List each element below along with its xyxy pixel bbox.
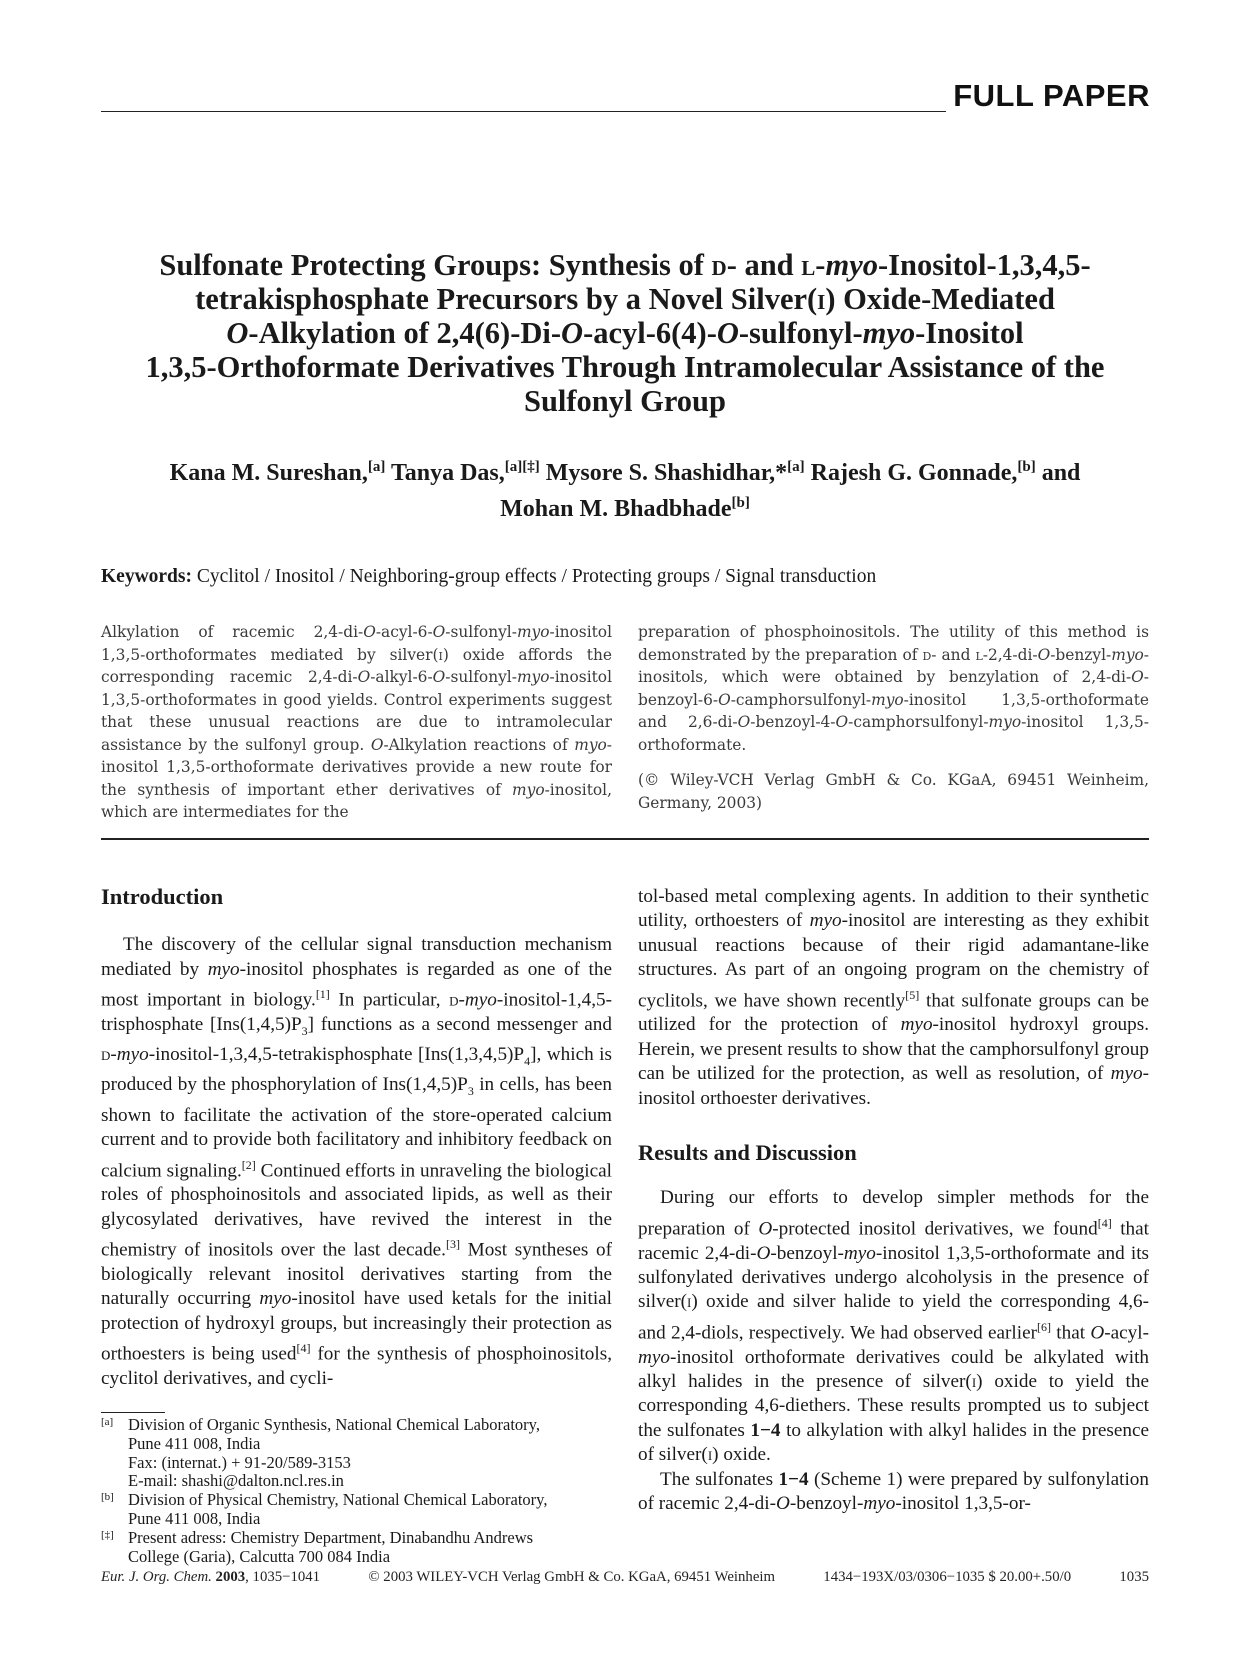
author: Kana M. Sureshan,[a]: [169, 459, 386, 486]
body-right-column: [638, 885, 1149, 1517]
keywords-text: Cyclitol / Inositol / Neighboring-group effects / Protecting groups / Signal transduction: [196, 566, 877, 587]
author: Mysore S. Shashidhar,*[a]: [545, 459, 805, 486]
footnote: [‡] Present adress: Chemistry Department, Dinabandhu Andrews College (Garia), Calcutta 700 084 India: [101, 1527, 534, 1566]
author: Mohan M. Bhadbhade[b]: [500, 495, 750, 522]
page-footer: [101, 1569, 1149, 1586]
footnote: [a] Division of Organic Synthesis, National Chemical Laboratory, Pune 411 008, India Fax: (internat.) + 91-20/589-3153 E-mail: shashi@dalton.ncl.res.in: [101, 1416, 612, 1491]
body-left-column: [101, 885, 612, 1391]
paragraph: The sulfonates 1−4 (Scheme 1) were prepared by sulfonylation of racemic 2,4-di-O-benzoyl-myo-inositol 1,3,5-or-: [638, 1468, 1149, 1515]
abstract-text: Alkylation of racemic 2,4-di-O-acyl-6-O-sulfonyl-myo-inositol 1,3,5-orthoformates mediated by silver(i) oxide affords the corresponding racemic 2,4-di-O-alkyl-6-O-sulfonyl-myo-inositol 1,3,5-orthoformates in good yields. Control experiments suggest that these unusual reactions are due to intramolecular assistance by the sulfonyl group. O-Alkylation reactions of myo-inositol 1,3,5-orthoformate derivatives provide a new route for the synthesis of important ether derivatives of myo-inositol, which are intermediates for the: [101, 623, 612, 821]
full-paper-label: FULL PAPER: [953, 78, 1150, 113]
abstract-rule: [101, 838, 1149, 840]
abstract-left-column: [101, 621, 612, 824]
paragraph: tol-based metal complexing agents. In addition to their synthetic utility, orthoesters of myo-inositol are interesting as they exhibit unusual reactions because of their rigid adamantane-like structures. As part of an ongoing program on the chemistry of cyclitols, we have shown recently[5] that sulfonate groups can be utilized for the protection of myo-inositol hydroxyl groups. Herein, we present results to show that the camphorsulfonyl group can be utilized for the protection, as well as resolution, of myo-inositol orthoester derivatives.: [638, 886, 1150, 1109]
issn: 1434−193X/03/0306−1035 $ 20.00+.50/0: [823, 1569, 1072, 1585]
paragraph: The discovery of the cellular signal transduction mechanism mediated by myo-inositol phosphates is regarded as one of the most important in biology.[1] In particular, d-myo-inositol-1,4,5-trisphosphate $[Ins(1,4,5)P_3]$ functions as a second messenger and d-myo-inositol-1,3,4,5-tetrakisphosphate $[Ins(1,3,4,5)P_4]$, which is produced by the phosphorylation of $Ins(1,4,5)P_3$ in cells, has been shown to facilitate the activation of the store-operated calcium current and to provide both facilitatory and inhibitory feedback on calcium signaling.[2] Continued efforts in unraveling the biological roles of phosphoinositols and associated lipids, as well as their glycosylated derivatives, have revived the interest in the chemistry of inositols over the last decade.[3] Most syntheses of biologically relevant inositol derivatives starting from the naturally occurring myo-inositol have used ketals for the initial protection of hydroxyl groups, but increasingly their protection as orthoesters is being used[4] for the synthesis of phosphoinositols, cyclitol derivatives, and cycli-: [101, 934, 612, 1389]
abstract-right-column: [638, 621, 1149, 814]
results-heading: Results and Discussion: [638, 1140, 857, 1166]
abstract-copyright: (© Wiley-VCH Verlag GmbH & Co. KGaA, 69451 Weinheim, Germany, 2003): [638, 771, 1149, 812]
introduction-heading: Introduction: [101, 884, 224, 909]
footnotes: [101, 1416, 612, 1566]
keywords: [101, 566, 876, 588]
page-number: 1035: [1119, 1569, 1149, 1585]
author: Tanya Das,[a][‡]: [390, 459, 540, 486]
abstract-text: preparation of phosphoinositols. The utility of this method is demonstrated by the preparation of d- and l-2,4-di-O-benzyl-myo-inositols, which were obtained by benzylation of 2,4-di-O-benzoyl-6-O-camphorsulfonyl-myo-inositol 1,3,5-orthoformate and 2,6-di-O-benzoyl-4-O-camphorsulfonyl-myo-inositol 1,3,5-orthoformate.: [638, 623, 1149, 754]
article-title: Sulfonate Protecting Groups: Synthesis of d- and l-myo-Inositol-1,3,4,5- tetrakisphosphate Precursors by a Novel Silver(i) Oxide-Mediated O-Alkylation of 2,4(6)-Di-O-acyl-6(4)-O-sulfonyl-myo-Inositol 1,3,5-Orthoformate Derivatives Through Intramolecular Assistance of the Sulfonyl Group: [145, 248, 1105, 418]
journal-citation: Eur. J. Org. Chem. 2003, 1035−1041: [101, 1569, 321, 1585]
author-list: Kana M. Sureshan,[a] Tanya Das,[a][‡] Mysore S. Shashidhar,*[a] Rajesh G. Gonnade,[b] and Mohan M. Bhadbhade[b]: [169, 459, 1081, 522]
footnote: [b] Division of Physical Chemistry, National Chemical Laboratory, Pune 411 008, India: [101, 1490, 548, 1528]
paragraph: During our efforts to develop simpler methods for the preparation of O-protected inositol derivatives, we found[4] that racemic 2,4-di-O-benzoyl-myo-inositol 1,3,5-orthoformate and its sulfonylated derivatives undergo alcoholysis in the presence of silver(i) oxide and silver halide to yield the corresponding 4,6- and 2,4-diols, respectively. We had observed earlier[6] that O-acyl-myo-inositol orthoformate derivatives could be alkylated with alkyl halides in the presence of silver(i) oxide to yield the corresponding 4,6-diethers. These results prompted us to subject the sulfonates 1−4 to alkylation with alkyl halides in the presence of silver(i) oxide.: [638, 1187, 1150, 1466]
header-rule: [101, 111, 946, 112]
author: Rajesh G. Gonnade,[b]: [810, 459, 1036, 486]
email-address: E-mail: shashi@dalton.ncl.res.in: [128, 1471, 344, 1491]
publisher-copyright: © 2003 WILEY-VCH Verlag GmbH & Co. KGaA, 69451 Weinheim: [368, 1569, 776, 1585]
keywords-label: Keywords:: [101, 566, 192, 587]
